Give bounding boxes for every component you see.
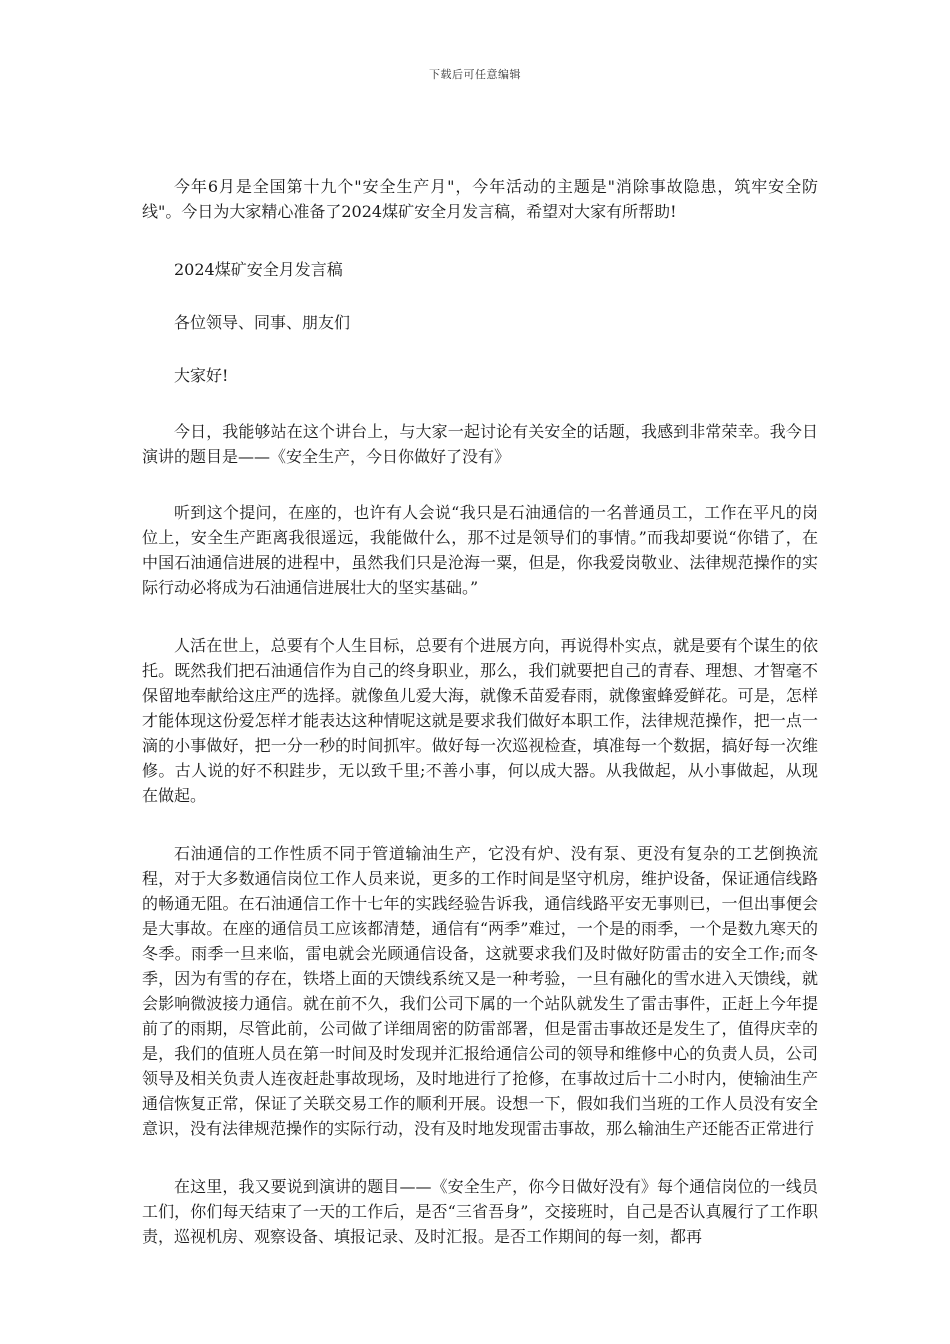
body-paragraph: 在这里，我又要说到演讲的题目——《安全生产，你今日做好没有》每个通信岗位的一线员工们，你们每天结束了一天的工作后，是否“三省吾身”，交接班时，自己是否认真履行了工作职责，巡视机房、观察设备、填报记录、及时汇报。是否工作期间的每一刻，都再	[142, 1177, 818, 1246]
body-paragraph: 听到这个提问，在座的，也许有人会说“我只是石油通信的一名普通员工，工作在平凡的岗位上，安全生产距离我很遥远，我能做什么，那不过是领导们的事情。”而我却要说“你错了，在中国石油通信进展的进程中，虽然我们只是沧海一粟，但是，你我爱岗敬业、法律规范操作的实际行动必将成为石油通信进展壮大的坚实基础。”	[142, 503, 818, 597]
document-body	[142, 174, 818, 1249]
body-paragraph: 人活在世上，总要有个人生目标，总要有个进展方向，再说得朴实点，就是要有个谋生的依托。既然我们把石油通信作为自己的终身职业，那么，我们就要把自己的青春、理想、才智毫不保留地奉献给这庄严的选择。就像鱼儿爱大海，就像禾苗爱春雨，就像蜜蜂爱鲜花。可是，怎样才能体现这份爱怎样才能表达这种情呢这就是要求我们做好本职工作，法律规范操作，把一点一滴的小事做好，把一分一秒的时间抓牢。做好每一次巡视检查，填准每一个数据，搞好每一次维修。古人说的好不积跬步，无以致千里;不善小事，何以成大器。从我做起，从小事做起，从现在做起。	[142, 636, 818, 805]
greeting: 大家好!	[174, 366, 229, 385]
intro-paragraph: 今年6月是全国第十九个"安全生产月"，今年活动的主题是"消除事故隐患，筑牢安全防线"。今日为大家精心准备了2024煤矿安全月发言稿，希望对大家有所帮助!	[142, 177, 818, 221]
page-header-note: 下载后可任意编辑	[429, 68, 521, 81]
speech-title: 2024煤矿安全月发言稿	[174, 260, 343, 279]
salutation: 各位领导、同事、朋友们	[174, 313, 351, 332]
body-paragraph: 今日，我能够站在这个讲台上，与大家一起讨论有关安全的话题，我感到非常荣幸。我今日演讲的题目是——《安全生产，今日你做好了没有》	[142, 422, 818, 466]
body-paragraph: 石油通信的工作性质不同于管道输油生产，它没有炉、没有泵、更没有复杂的工艺倒换流程，对于大多数通信岗位工作人员来说，更多的工作时间是坚守机房，维护设备，保证通信线路的畅通无阻。在石油通信工作十七年的实践经验告诉我，通信线路平安无事则已，一但出事便会是大事故。在座的通信员工应该都清楚，通信有“两季”难过，一个是的雨季，一个是数九寒天的冬季。雨季一旦来临，雷电就会光顾通信设备，这就要求我们及时做好防雷击的安全工作;而冬季，因为有雪的存在，铁塔上面的天馈线系统又是一种考验，一旦有融化的雪水进入天馈线，就会影响微波接力通信。就在前不久，我们公司下属的一个站队就发生了雷击事件，正赶上今年提前了的雨期，尽管此前，公司做了详细周密的防雷部署，但是雷击事故还是发生了，值得庆幸的是，我们的值班人员在第一时间及时发现并汇报给通信公司的领导和维修中心的负责人员，公司领导及相关负责人连夜赶赴事故现场，及时地进行了抢修，在事故过后十二小时内，使输油生产通信恢复正常，保证了关联交易工作的顺利开展。设想一下，假如我们当班的工作人员没有安全意识，没有法律规范操作的实际行动，没有及时地发现雷击事故，那么输油生产还能否正常进行	[142, 844, 818, 1138]
